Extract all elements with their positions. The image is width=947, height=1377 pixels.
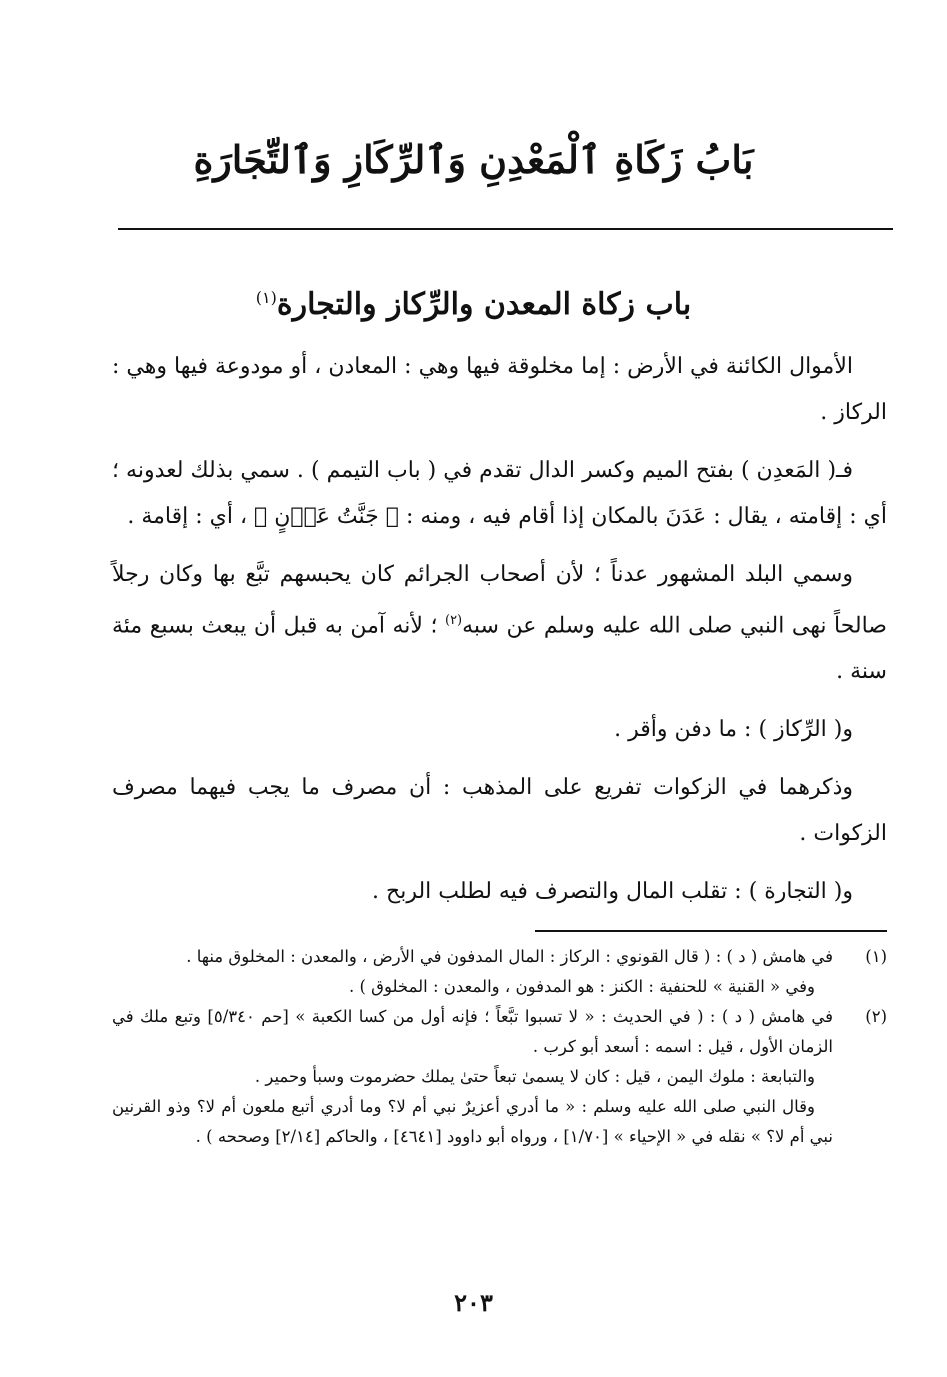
paragraph-3-part-a: وسمي البلد المشهور عدناً ؛ لأن أصحاب الجرائم كان يحبسهم تبَّع بها وكان رجلاً صالحاً نهى النبي صلى الله عليه وسلم عن سبه (112, 562, 887, 639)
footnote-ref-2[interactable]: (٢) (444, 613, 463, 628)
paragraph-3 (112, 552, 887, 695)
paragraph-6: و( التجارة ) : تقلب المال والتصرف فيه لطلب الربح . (372, 879, 853, 905)
footnote-2-line-3: وقال النبي صلى الله عليه وسلم : « ما أدري أعزيرٌ نبي أم لا؟ وما أدري أتبع ملعون أم لا؟ وذو القرنين نبي أم لا؟ » نقله في « الإحياء » [١/٧٠] ، ورواه أبو داوود [٤٦٤١] ، والحاكم [٢/١٤] وصححه ) . (112, 1097, 833, 1146)
footnote-divider (535, 930, 887, 932)
footnote-2 (112, 1002, 887, 1152)
footnote-2-number: (٢) (865, 1007, 887, 1026)
footnote-1-line-1: في هامش ( د ) : ( قال القونوي : الركاز : المال المدفون في الأرض ، والمعدن : المخلوق منها . (186, 947, 833, 966)
footnote-1-number: (١) (865, 947, 887, 966)
paragraph-4: و( الرِّكاز ) : ما دفن وأقر . (614, 717, 853, 743)
footnote-2-body (112, 1002, 833, 1152)
footnote-2-line-2: والتبابعة : ملوك اليمن ، قيل : كان لا يسمىٰ تبعاً حتىٰ يملك حضرموت وسبأ وحمير . (254, 1067, 815, 1086)
footnotes (112, 942, 887, 1152)
footnote-ref-1[interactable]: (١) (255, 288, 277, 307)
footnote-1-line-2: وفي « القنية » للحنفية : الكنز : هو المدفون ، والمعدن : المخلوق ) . (348, 977, 815, 996)
paragraph-2: فـ( المَعدِن ) بفتح الميم وكسر الدال تقدم في ( باب التيمم ) . سمي بذلك لعدونه ؛ أي : إقامته ، يقال : عَدَنَ بالمكان إذا أقام فيه ، ومنه : ﴿ جَنَّتُ عَدۡنٍ ﴾ ، أي : إقامة . (112, 458, 887, 529)
main-text (112, 344, 887, 927)
section-title (0, 270, 947, 333)
title-divider (118, 228, 893, 230)
footnote-1-body (112, 942, 833, 1002)
footnote-2-line-1: في هامش ( د ) : ( في الحديث : « لا تسبوا تبَّعاً ؛ فإنه أول من كسا الكعبة » [حم ٥/٣٤٠] وتبع ملك في الزمان الأول ، قيل : اسمه : أسعد أبو كرب . (112, 1007, 833, 1056)
ornate-chapter-title: بَابُ زَكَاةِ ٱلْمَعْدِنِ وَٱلرِّكَازِ وَٱلتِّجَارَةِ (193, 137, 754, 182)
footnote-1 (112, 942, 887, 1002)
paragraph-1: الأموال الكائنة في الأرض : إما مخلوقة فيها وهي : المعادن ، أو مودوعة فيها وهي : الركاز . (112, 354, 887, 425)
section-title-text: باب زكاة المعدن والرِّكاز والتجارة (276, 287, 692, 322)
paragraph-3-part-b: ؛ لأنه آمن به قبل أن يبعث بسبع مئة سنة . (112, 613, 887, 685)
paragraph-5: وذكرهما في الزكوات تفريع على المذهب : أن مصرف ما يجب فيهما مصرف الزكوات . (112, 775, 887, 847)
page-number: ٢٠٣ (454, 1288, 493, 1317)
